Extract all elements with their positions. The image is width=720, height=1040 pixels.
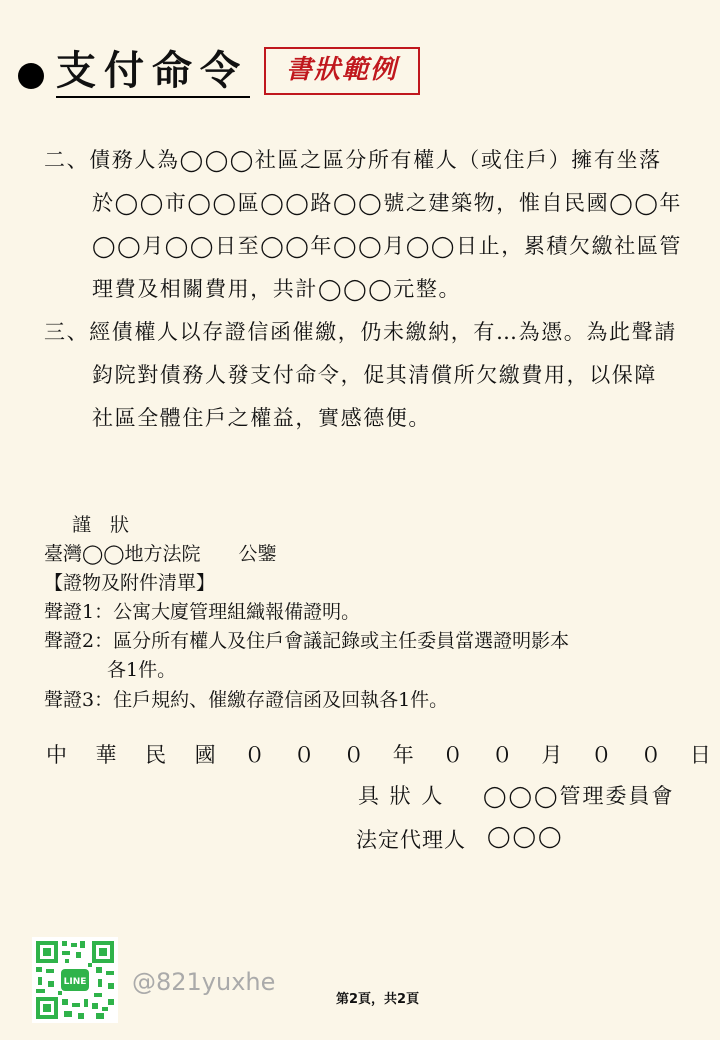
closing-block: [44, 511, 569, 715]
paragraph-line: 理費及相關費用，共計◯◯◯元整。: [92, 277, 462, 301]
bullet-icon: [18, 63, 44, 89]
date-char: ０: [590, 743, 612, 767]
date-char: ０: [343, 743, 365, 767]
respectfully-text: 謹 狀: [72, 514, 130, 536]
evidence-item: 聲證3：住戶規約、催繳存證信函及回執各1件。: [44, 689, 449, 711]
date-char: ０: [442, 743, 464, 767]
petitioner-label: 具 狀 人: [358, 784, 445, 808]
paragraph-line: 鈞院對債務人發支付命令，促其清償所欠繳費用，以保障: [92, 363, 657, 387]
court-address: 臺灣◯◯地方法院 公鑒: [44, 543, 277, 565]
qr-label: LINE: [63, 977, 87, 987]
petitioner-value: ◯◯◯管理委員會: [483, 784, 675, 808]
evidence-item: 各1件。: [44, 659, 177, 681]
date-char: 日: [689, 743, 711, 767]
date-char: 年: [392, 743, 414, 767]
paragraph-3: [44, 311, 677, 440]
evidence-item: 聲證1：公寓大廈管理組織報備證明。: [44, 601, 361, 623]
paragraph-line: 二、債務人為◯◯◯社區之區分所有權人（或住戶）擁有坐落: [44, 148, 662, 172]
date-char: 民: [145, 743, 167, 767]
evidence-title: 【證物及附件清單】: [44, 572, 216, 594]
paragraph-line: ◯◯月◯◯日至◯◯年◯◯月◯◯日止，累積欠繳社區管: [92, 234, 683, 258]
paragraph-line: 社區全體住戶之權益，實感德便。: [92, 406, 431, 430]
date-char: ０: [491, 743, 513, 767]
agent-label: 法定代理人: [356, 828, 466, 852]
date-char: ０: [640, 743, 662, 767]
date-char: 國: [194, 743, 216, 767]
line-qr-code-icon[interactable]: [32, 937, 118, 1023]
date-char: 華: [95, 743, 117, 767]
social-handle[interactable]: @821yuxhe: [132, 968, 276, 996]
page-number: 第2頁，共2頁: [336, 992, 420, 1007]
date-char: 中: [46, 743, 67, 767]
page-title: 支付命令: [56, 46, 250, 98]
evidence-item: 聲證2：區分所有權人及住戶會議記錄或主任委員當選證明影本: [44, 630, 570, 652]
date-char: ０: [244, 743, 266, 767]
date-char: ０: [293, 743, 315, 767]
date-char: 月: [541, 743, 563, 767]
sample-stamp: 書狀範例: [264, 47, 420, 95]
paragraph-2: [44, 139, 682, 311]
date-row: [46, 740, 711, 770]
paragraph-line: 三、經債權人以存證信函催繳，仍未繳納，有…為憑。為此聲請: [44, 320, 677, 344]
agent-value: ◯◯◯: [487, 824, 564, 848]
paragraph-line: 於◯◯市◯◯區◯◯路◯◯號之建築物，惟自民國◯◯年: [92, 191, 683, 215]
